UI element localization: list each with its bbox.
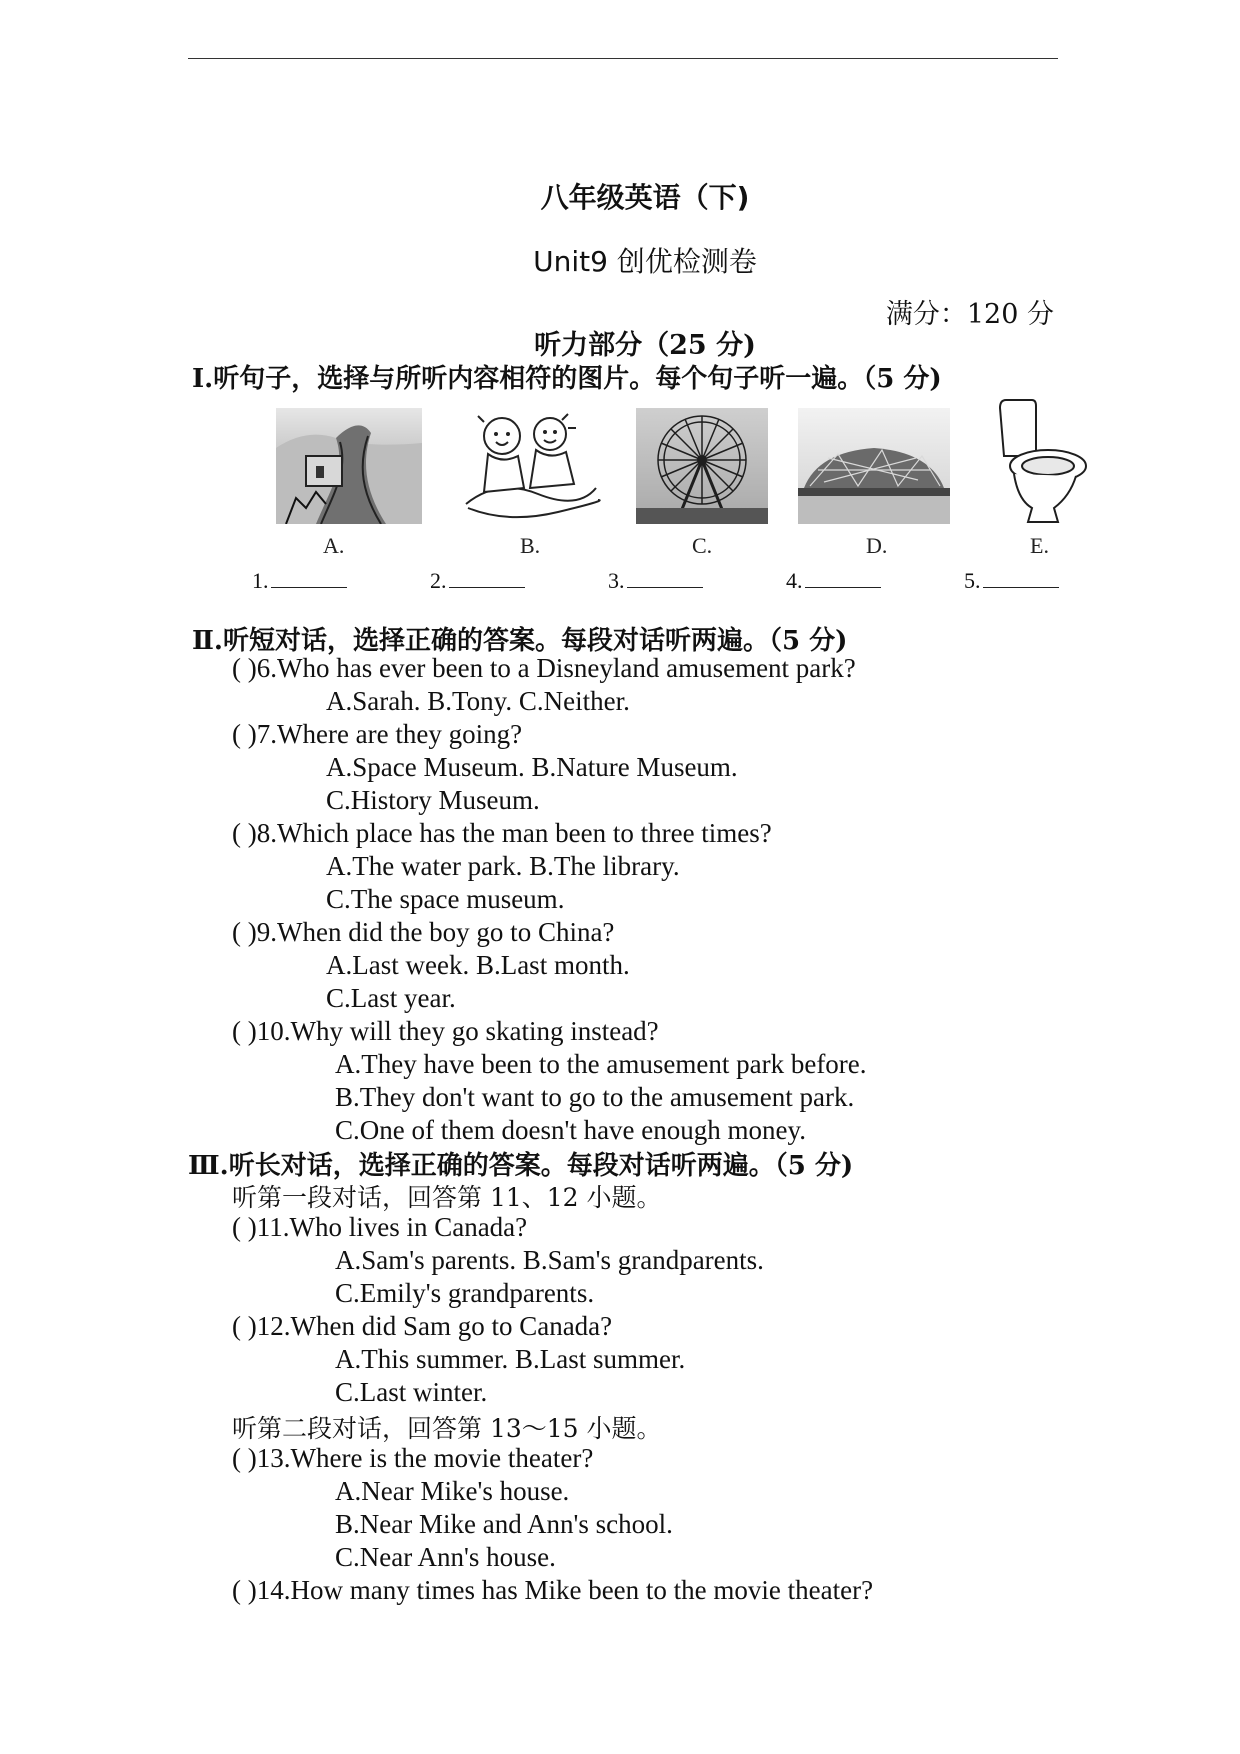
question-7-options-a: A.Space Museum. B.Nature Museum. bbox=[326, 752, 738, 782]
listening-part-title: 听力部分（25 分) bbox=[534, 330, 756, 361]
question-10-option-b: B.They don't want to go to the amusement park. bbox=[335, 1082, 855, 1112]
question-9-options-c: C.Last year. bbox=[326, 983, 456, 1013]
full-score: 满分：120 分 bbox=[885, 299, 1054, 330]
picture-label-b: B. bbox=[520, 533, 541, 558]
question-10-option-c: C.One of them doesn't have enough money. bbox=[335, 1115, 807, 1145]
question-6-options: A.Sarah. B.Tony. C.Neither. bbox=[326, 686, 630, 716]
answer-blank-1[interactable]: 1. bbox=[252, 568, 347, 594]
question-10: ( )10.Why will they go skating instead? bbox=[232, 1016, 659, 1046]
question-13-option-c: C.Near Ann's house. bbox=[335, 1542, 556, 1572]
section1-heading: Ⅰ.听句子，选择与所听内容相符的图片。每个句子听一遍。（5 分) bbox=[192, 364, 942, 394]
section2-heading: Ⅱ.听短对话，选择正确的答案。每段对话听两遍。（5 分) bbox=[192, 626, 848, 656]
answer-blank-3[interactable]: 3. bbox=[608, 568, 703, 594]
picture-label-a: A. bbox=[323, 533, 345, 558]
question-12-options-a: A.This summer. B.Last summer. bbox=[335, 1344, 686, 1374]
dialogue1-intro: 听第一段对话，回答第 11、12 小题。 bbox=[232, 1183, 662, 1212]
question-14: ( )14.How many times has Mike been to the movie theater? bbox=[232, 1575, 874, 1605]
picture-label-e: E. bbox=[1030, 533, 1049, 558]
picture-label-d: D. bbox=[866, 533, 888, 558]
question-9-options-a: A.Last week. B.Last month. bbox=[326, 950, 630, 980]
kids-sled-icon bbox=[458, 408, 604, 524]
ferris-wheel-icon bbox=[636, 408, 768, 524]
answer-blank-4[interactable]: 4. bbox=[786, 568, 881, 594]
question-11-options-c: C.Emily's grandparents. bbox=[335, 1278, 595, 1308]
question-11: ( )11.Who lives in Canada? bbox=[232, 1212, 528, 1242]
exam-title: 八年级英语（下) bbox=[540, 181, 750, 214]
answer-blank-2[interactable]: 2. bbox=[430, 568, 525, 594]
question-13: ( )13.Where is the movie theater? bbox=[232, 1443, 594, 1473]
question-12: ( )12.When did Sam go to Canada? bbox=[232, 1311, 613, 1341]
question-8-options-c: C.The space museum. bbox=[326, 884, 565, 914]
question-11-options-a: A.Sam's parents. B.Sam's grandparents. bbox=[335, 1245, 764, 1275]
question-9: ( )9.When did the boy go to China? bbox=[232, 917, 615, 947]
dialogue2-intro: 听第二段对话，回答第 13～15 小题。 bbox=[232, 1414, 662, 1443]
section3-heading: Ⅲ.听长对话，选择正确的答案。每段对话听两遍。（5 分) bbox=[188, 1151, 854, 1181]
question-12-options-c: C.Last winter. bbox=[335, 1377, 488, 1407]
question-7-options-c: C.History Museum. bbox=[326, 785, 540, 815]
question-7: ( )7.Where are they going? bbox=[232, 719, 523, 749]
question-8: ( )8.Which place has the man been to three times? bbox=[232, 818, 772, 848]
answer-blank-5[interactable]: 5. bbox=[964, 568, 1059, 594]
stadium-icon bbox=[798, 408, 950, 524]
question-13-option-b: B.Near Mike and Ann's school. bbox=[335, 1509, 673, 1539]
question-10-option-a: A.They have been to the amusement park before. bbox=[335, 1049, 867, 1079]
great-wall-icon bbox=[276, 408, 422, 524]
question-13-option-a: A.Near Mike's house. bbox=[335, 1476, 570, 1506]
picture-label-c: C. bbox=[692, 533, 713, 558]
question-8-options-a: A.The water park. B.The library. bbox=[326, 851, 680, 881]
top-rule bbox=[188, 58, 1058, 59]
question-6: ( )6.Who has ever been to a Disneyland amusement park? bbox=[232, 653, 856, 683]
exam-subtitle: Unit9 创优检测卷 bbox=[533, 245, 757, 278]
toilet-icon bbox=[992, 396, 1088, 526]
